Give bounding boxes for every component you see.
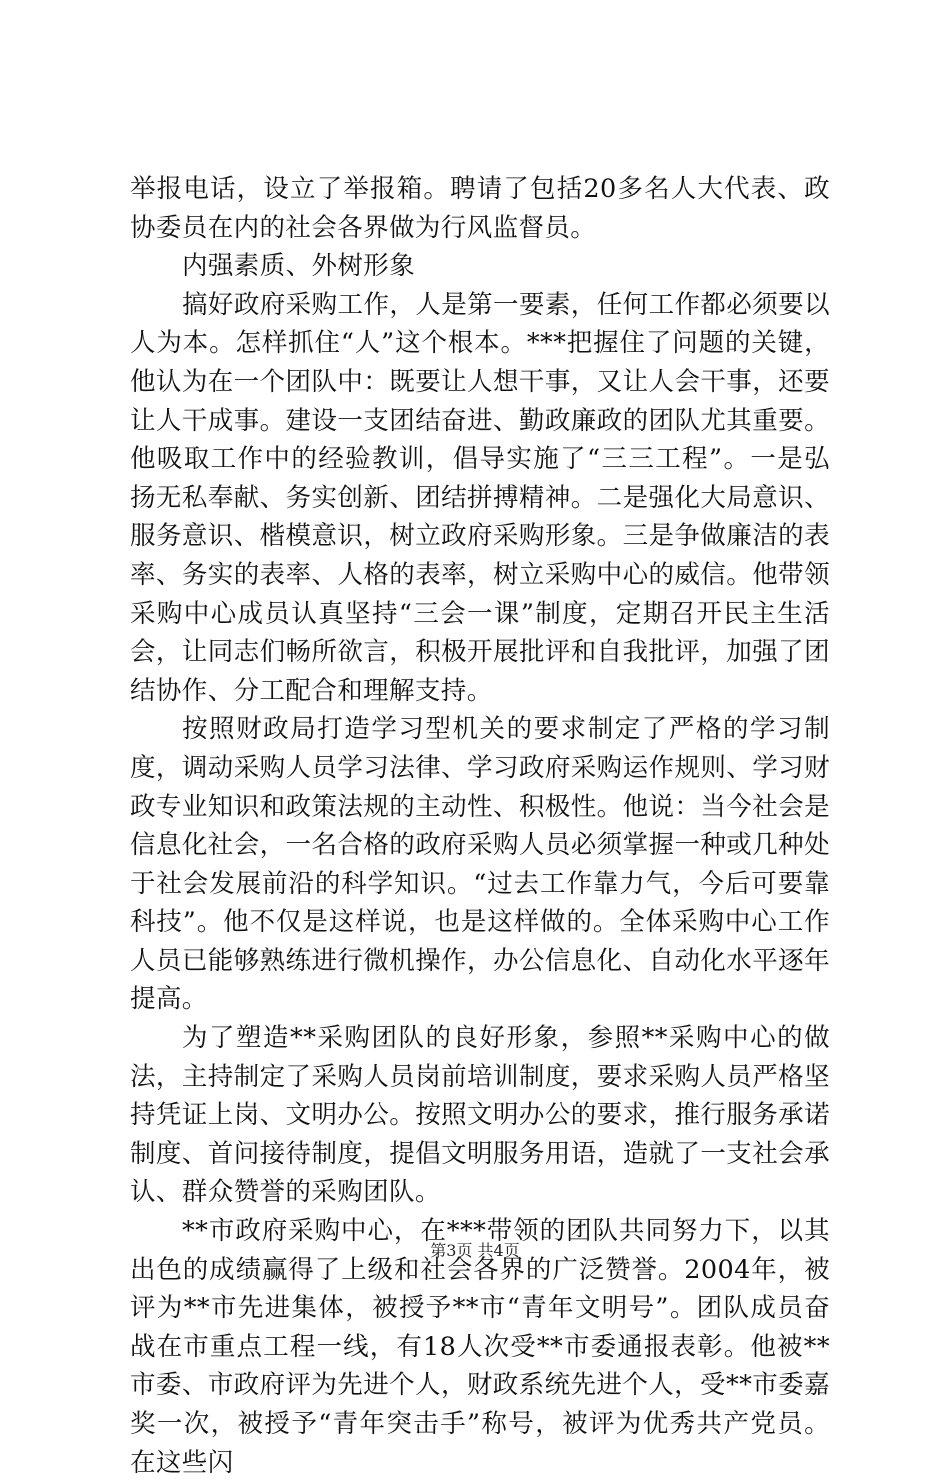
page-number: 第3页 共4页 (430, 1241, 520, 1260)
paragraph: 为了塑造**采购团队的良好形象，参照**采购中心的做法，主持制定了采购人员岗前培训制度，要求采购人员严格坚持凭证上岗、文明办公。按照文明办公的要求，推行服务承诺制度、首问接待制度，提倡文明服务用语，造就了一支社会承认、群众赞誉的采购团队。 (130, 1023, 830, 1208)
document-body (130, 170, 830, 1482)
paragraph-continued: 举报电话，设立了举报箱。聘请了包括20多名人大代表、政协委员在内的社会各界做为行风监督员。 (130, 174, 830, 243)
paragraph: 按照财政局打造学习型机关的要求制定了严格的学习制度，调动采购人员学习法律、学习政府采购运作规则、学习财政专业知识和政策法规的主动性、积极性。他说：当今社会是信息化社会，一名合格的政府采购人员必须掌握一种或几种处于社会发展前沿的科学知识。“过去工作靠力气，今后可要靠科技”。他不仅是这样说，也是这样做的。全体采购中心工作人员已能够熟练进行微机操作，办公信息化、自动化水平逐年提高。 (130, 714, 830, 1015)
paragraph: **市政府采购中心，在***带领的团队共同努力下，以其出色的成绩赢得了上级和社会各界的广泛赞誉。2004年，被评为**市先进集体，被授予**市“青年文明号”。团队成员奋战在市重点工程一线，有18人次受**市委通报表彰。他被**市委、市政府评为先进个人，财政系统先进个人，受**市委嘉奖一次，被授予“青年突击手”称号，被评为优秀共产党员。在这些闪 (130, 1216, 830, 1478)
paragraph: 搞好政府采购工作，人是第一要素，任何工作都必须要以人为本。怎样抓住“人”这个根本。***把握住了问题的关键，他认为在一个团队中：既要让人想干事，又让人会干事，还要让人干成事。建设一支团结奋进、勤政廉政的团队尤其重要。他吸取工作中的经验教训，倡导实施了“三三工程”。一是弘扬无私奉献、务实创新、团结拼搏精神。二是强化大局意识、服务意识、楷模意识，树立政府采购形象。三是争做廉洁的表率、务实的表率、人格的表率，树立采购中心的威信。他带领采购中心成员认真坚持“三会一课”制度，定期召开民主生活会，让同志们畅所欲言，积极开展批评和自我批评，加强了团结协作、分工配合和理解支持。 (130, 289, 830, 706)
section-heading: 内强素质、外树形象 (182, 251, 416, 282)
